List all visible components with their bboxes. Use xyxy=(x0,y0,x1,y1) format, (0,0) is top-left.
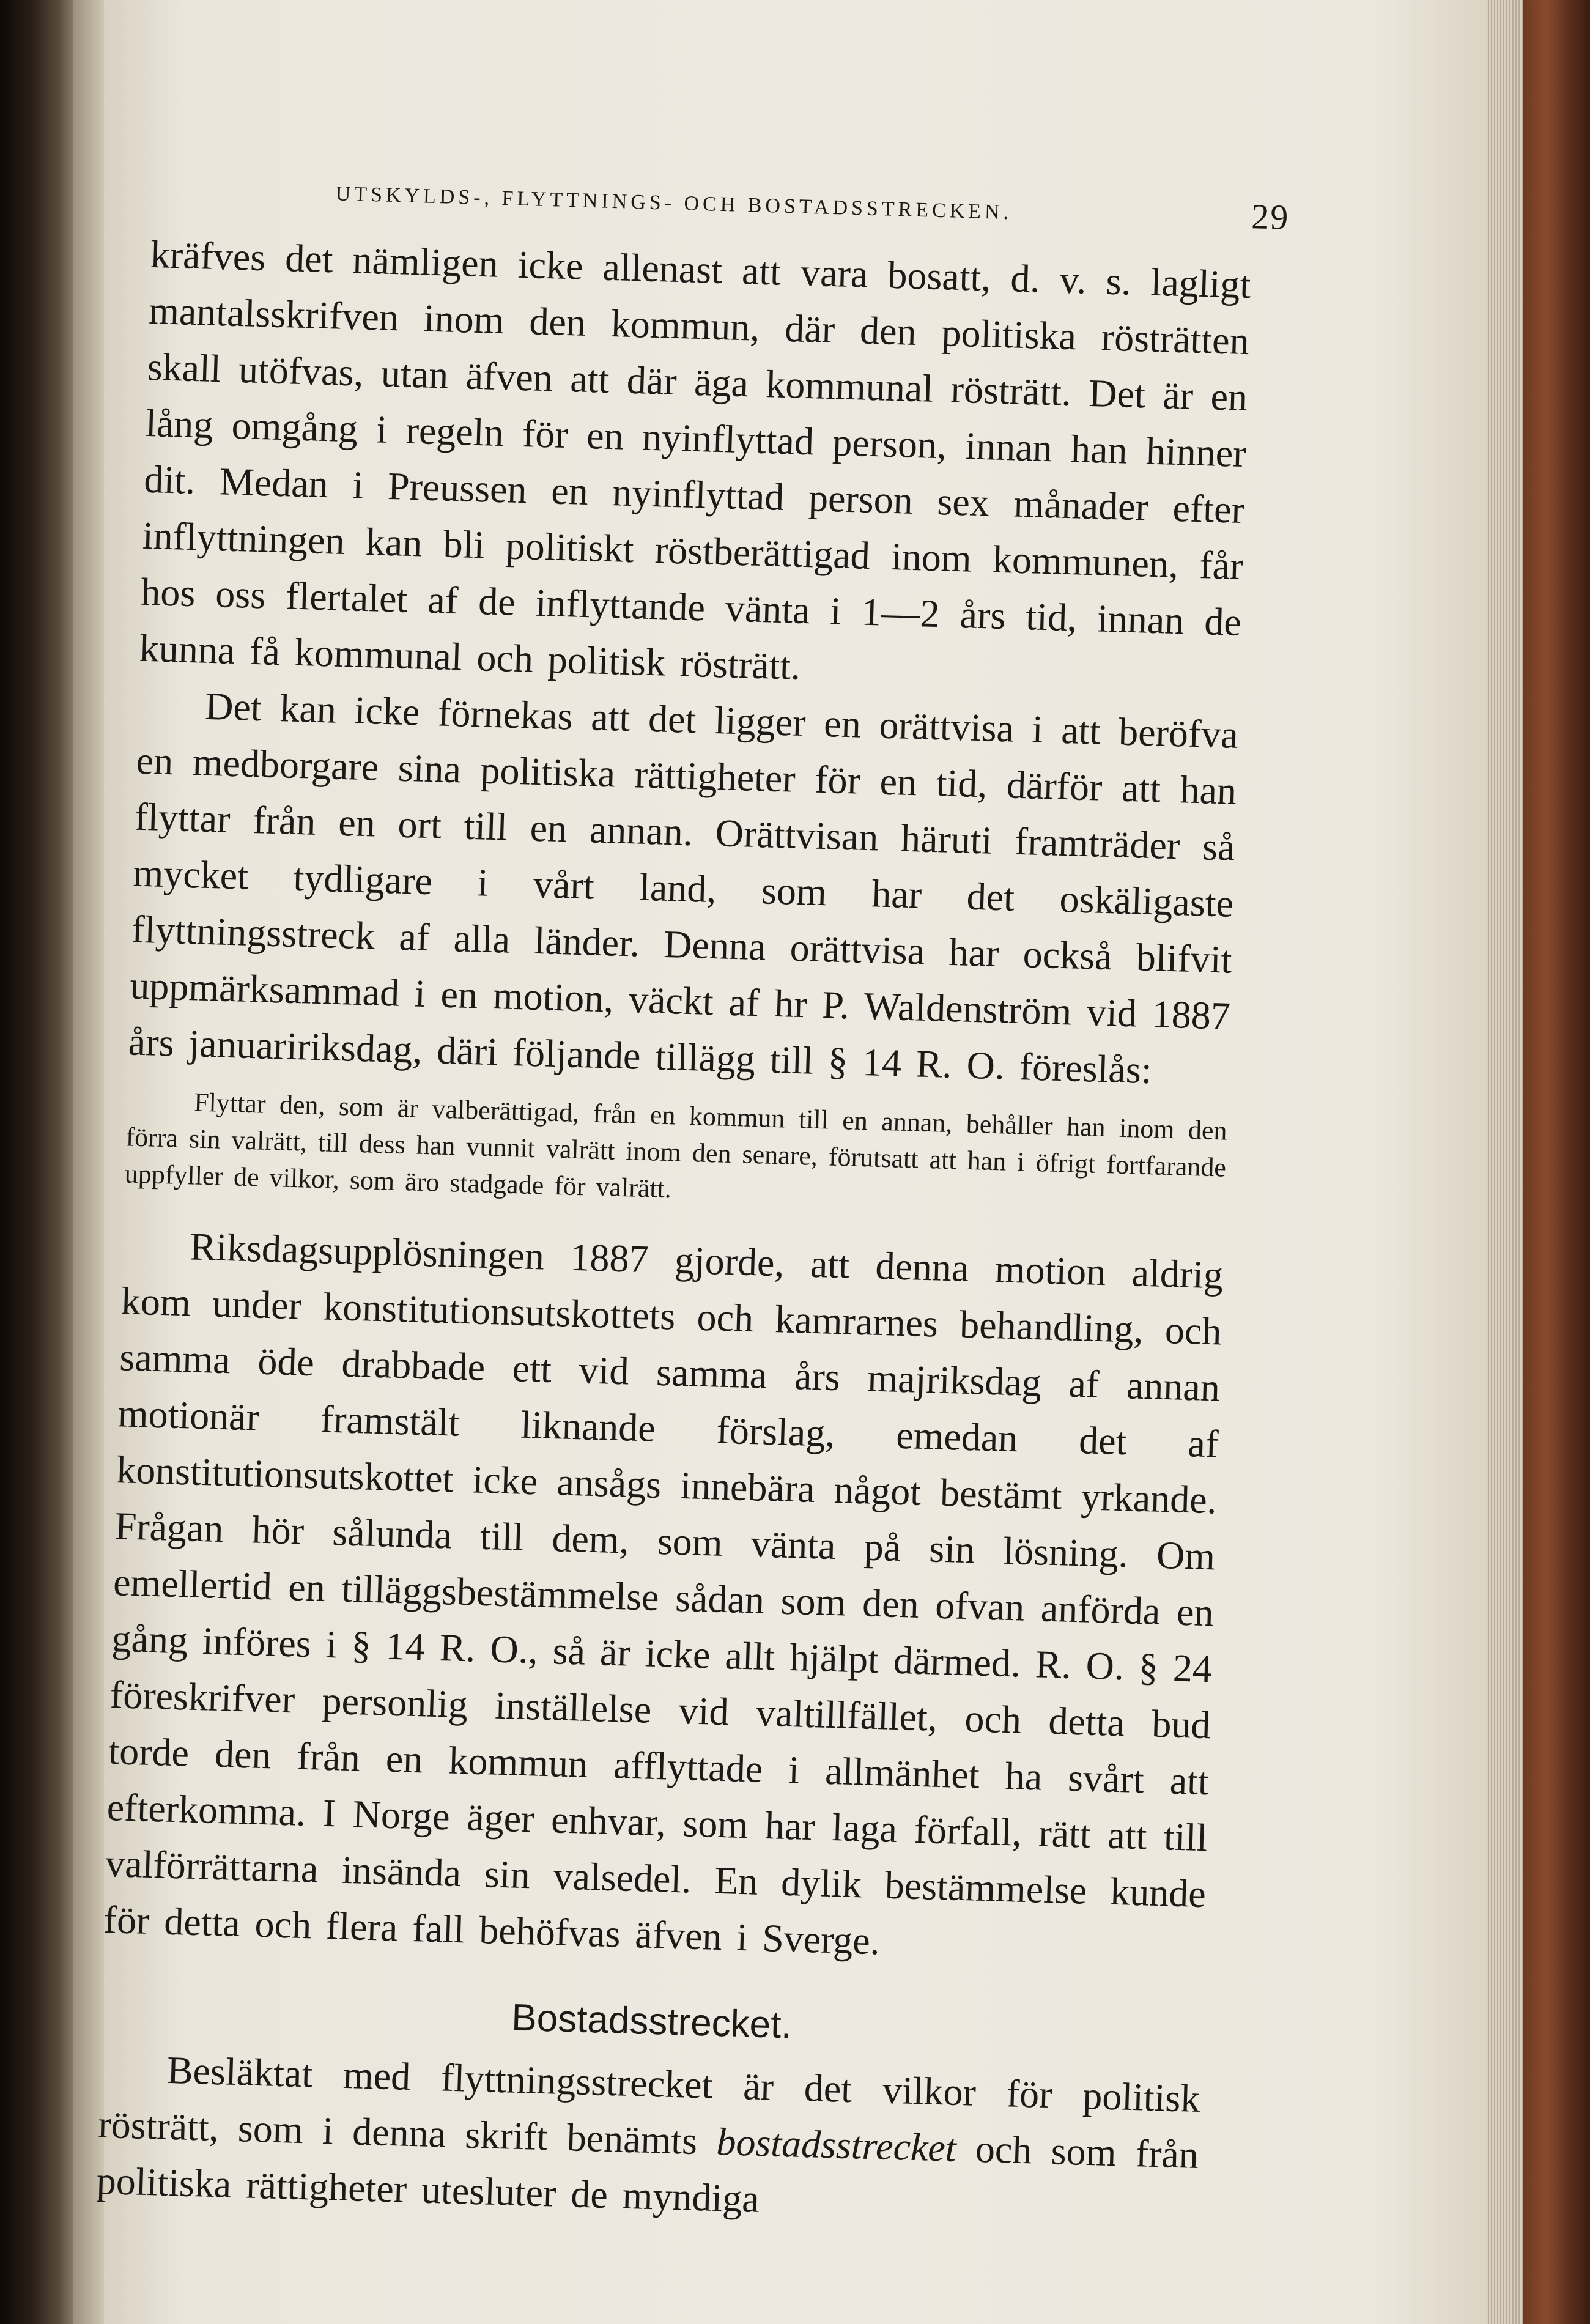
paragraph-4-start: Besläktat med flyttningsstrecket är det vilkor för politisk rösträtt, som i denna skrift benämts xyxy=(97,2048,1201,2163)
quoted-amendment: Flyttar den, som är valberättigad, från en kommun till en annan, behåller han inom den förra sin valrätt, till dess han vunnit valrätt inom den senare, förutsatt att han i öfrigt fortfarande uppfyller de vilkor, som äro stadgade för valrätt. xyxy=(124,1087,1228,1204)
paragraph-1: kräfves det nämligen icke allenast att vara bosatt, d. v. s. lagligt mantalsskrifven inom den kommun, där den politiska rösträtten skall utöfvas, utan äfven att där äga kommunal rösträtt. Det är en lång omgång i regeln för en nyinflyttad person, innan han hinner dit. Medan i Preussen en nyinflyttad person sex månader efter inflyttningen kan bli politiskt röstberättigad inom kommunen, får hos oss flertalet af de inflyttande vänta i 1—2 års tid, innan de kunna få kommunal och politisk rösträtt. xyxy=(138,232,1252,688)
book-cover-right xyxy=(1523,0,1590,2324)
page-number: 29 xyxy=(1251,196,1290,237)
paragraph-3: Riksdagsupplösningen 1887 gjorde, att denna motion aldrig kom under konstitutionsutskottets och kamrarnes behandling, och samma öde drabbade ett vid samma års majriksdag af annan motionär framstält liknande förslag, emedan det af konstitutionsutskottet icke ansågs innebära något bestämt yrkande. Frågan hör sålunda till dem, som vänta på sin lösning. Om emellertid en tilläggsbestämmelse sådan som den ofvan anförda en gång införes i § 14 R. O., så är icke allt hjälpt därmed. R. O. § 24 föreskrifver personlig inställelse vid valtillfället, och detta bud torde den från en kommun afflyttade i allmänhet ha svårt att efterkomma. I Norge äger enhvar, som har laga förfall, rätt att till valförrättarna insända sin valsedel. En dylik bestämmelse kunde för detta och flera fall behöfvas äfven i Sverge. xyxy=(103,1224,1224,1963)
book-page xyxy=(95,0,1486,2324)
paragraph-4-italic-term: bostadsstrecket xyxy=(716,2120,957,2170)
running-head-title: UTSKYLDS-, FLYTTNINGS- OCH BOSTADSSTRECKEN. xyxy=(335,182,1013,224)
page-content xyxy=(95,165,1290,2240)
page-edges-right xyxy=(1486,0,1523,2324)
book-spine-left xyxy=(0,0,73,2324)
paragraph-2: Det kan icke förnekas att det ligger en orättvisa i att beröfva en medborgare sina politiska rättigheter för en tid, därför att han flyttar från en ort till en annan. Orättvisan häruti framträder så mycket tydligare i vårt land, som har det oskäligaste flyttningsstreck af alla länder. Denna orättvisa har också blifvit uppmärksammad i en motion, väckt af hr P. Waldenström vid 1887 års januaririksdag, däri följande tillägg till § 14 R. O. föreslås: xyxy=(127,684,1239,1092)
section-heading: Bostadsstrecket. xyxy=(511,1996,793,2047)
paragraph-4 xyxy=(96,2040,1201,2240)
paragraph-4-end: och som från politiska rättigheter utesluter de myndiga xyxy=(95,2126,1199,2221)
previous-page-edge xyxy=(73,0,104,2324)
